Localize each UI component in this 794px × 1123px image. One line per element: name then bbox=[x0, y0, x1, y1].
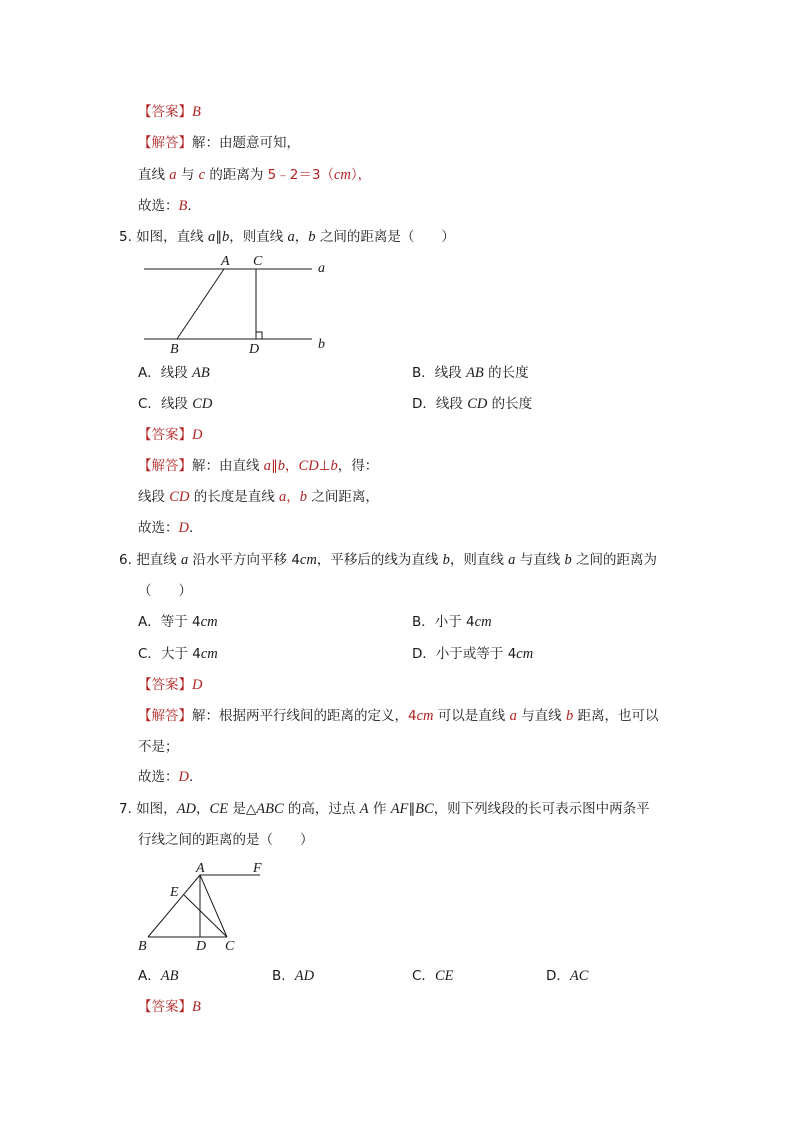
unit: cm bbox=[200, 646, 218, 662]
var: a bbox=[207, 229, 216, 245]
text: 解：由直线 bbox=[192, 458, 264, 474]
q6-option-d[interactable] bbox=[412, 645, 533, 663]
explain-tag: 【解答】 bbox=[138, 708, 192, 724]
expression: 5﹣2＝3（ bbox=[267, 167, 334, 183]
text: ，平移后的线为直线 bbox=[316, 552, 443, 568]
text: 小于 4 bbox=[434, 614, 475, 630]
var: b bbox=[564, 552, 572, 568]
label-C: C bbox=[225, 939, 235, 954]
text: 可以是直线 bbox=[433, 708, 510, 724]
segment: AD bbox=[176, 801, 197, 817]
text: 与直线 bbox=[516, 708, 566, 724]
answer-tag: 【答案】 bbox=[138, 999, 192, 1015]
text: 的高，过点 bbox=[283, 801, 360, 817]
text: ，则下列线段的长可表示图中两条平 bbox=[433, 801, 650, 817]
q7-option-a[interactable] bbox=[138, 967, 178, 985]
segment: AB bbox=[192, 365, 210, 381]
text: 是△ bbox=[228, 801, 257, 817]
prev-conclusion bbox=[138, 197, 192, 215]
segment: CD bbox=[192, 396, 213, 412]
q5-conclusion bbox=[138, 519, 193, 537]
segment: BC bbox=[415, 801, 434, 817]
label-D: D bbox=[249, 342, 260, 357]
option-letter: C． bbox=[412, 968, 435, 984]
label-C: C bbox=[253, 254, 263, 269]
text: 故选： bbox=[138, 520, 179, 536]
segment: AB bbox=[466, 365, 484, 381]
var: a bbox=[509, 708, 517, 724]
answer-value: B bbox=[192, 999, 201, 1015]
label-D: D bbox=[196, 939, 207, 954]
q5-figure bbox=[138, 252, 338, 358]
q7-stem bbox=[119, 800, 650, 818]
answer-value: D bbox=[192, 427, 203, 443]
option-letter: A． bbox=[138, 614, 161, 630]
segment: AD bbox=[294, 968, 315, 984]
text: . bbox=[188, 520, 194, 536]
label-A: A bbox=[221, 254, 230, 269]
text: 如图，直线 bbox=[136, 229, 208, 245]
q7-answer-line bbox=[138, 998, 201, 1016]
text: ， bbox=[285, 458, 299, 474]
segment: CE bbox=[209, 801, 229, 817]
text: ， bbox=[286, 489, 300, 505]
var: a bbox=[180, 552, 189, 568]
var: b bbox=[277, 458, 286, 474]
text: 之间距离， bbox=[307, 489, 379, 505]
option-letter: D． bbox=[412, 396, 436, 412]
point: A bbox=[359, 801, 369, 817]
unit: cm bbox=[474, 614, 492, 630]
q7-stem-2: 行线之间的距离的是（ ） bbox=[138, 832, 314, 848]
triangle: ABC bbox=[256, 801, 284, 817]
answer-value: B bbox=[192, 104, 201, 120]
unit: cm bbox=[333, 167, 351, 183]
answer-tag: 【答案】 bbox=[138, 427, 192, 443]
text: ，则直线 bbox=[229, 229, 288, 245]
segment: AC bbox=[569, 968, 589, 984]
segment: CD bbox=[467, 396, 488, 412]
unit: cm bbox=[200, 614, 218, 630]
text: 等于 4 bbox=[160, 614, 201, 630]
text: 距离，也可以 bbox=[573, 708, 659, 724]
q6-option-b[interactable] bbox=[412, 613, 492, 631]
label-F: F bbox=[253, 861, 262, 876]
var: b bbox=[565, 708, 574, 724]
text: 故选： bbox=[138, 769, 179, 785]
q6-option-a[interactable] bbox=[138, 613, 218, 631]
text: 解：根据两平行线间的距离的定义， bbox=[192, 708, 408, 724]
parallel-symbol: ∥ bbox=[215, 229, 222, 245]
parallel-symbol: ∥ bbox=[271, 458, 278, 474]
var-a: a bbox=[169, 167, 177, 183]
answer-value: D bbox=[192, 677, 203, 693]
segment: CD bbox=[298, 458, 319, 474]
prev-explain-line-2 bbox=[138, 166, 371, 184]
q7-option-d[interactable] bbox=[546, 967, 588, 985]
label-E: E bbox=[170, 885, 179, 900]
prev-answer-line bbox=[138, 103, 201, 121]
choice: D bbox=[178, 769, 189, 785]
explain-text: 解：由题意可知， bbox=[192, 135, 300, 151]
text: 与直线 bbox=[515, 552, 565, 568]
number: 4 bbox=[408, 708, 417, 724]
text: 如图， bbox=[136, 801, 177, 817]
answer-tag: 【答案】 bbox=[138, 677, 192, 693]
q7-figure bbox=[134, 858, 274, 954]
question-number: 5. bbox=[119, 229, 132, 245]
text: 的长度 bbox=[487, 396, 533, 412]
var: b bbox=[330, 458, 338, 474]
text: 的距离为 bbox=[205, 167, 268, 183]
unit: cm bbox=[516, 646, 534, 662]
option-letter: D． bbox=[412, 646, 436, 662]
q6-answer-line bbox=[138, 676, 202, 694]
text: 大于 4 bbox=[160, 646, 201, 662]
segment: AB bbox=[160, 968, 179, 984]
var: a bbox=[508, 552, 516, 568]
option-letter: A． bbox=[138, 968, 161, 984]
q5-option-a[interactable] bbox=[138, 364, 210, 382]
answer-tag: 【答案】 bbox=[138, 104, 192, 120]
unit: cm bbox=[416, 708, 434, 724]
option-letter: B． bbox=[412, 365, 435, 381]
segment: CD bbox=[169, 489, 190, 505]
text: 之间的距离为 bbox=[571, 552, 658, 568]
text: 线段 bbox=[160, 365, 193, 381]
label-b: b bbox=[318, 337, 325, 352]
text: 把直线 bbox=[136, 552, 181, 568]
q5-explain-line bbox=[138, 457, 378, 475]
text: 作 bbox=[368, 801, 391, 817]
var: a bbox=[279, 489, 287, 505]
q5-explain-line-2 bbox=[138, 488, 379, 506]
var: b bbox=[308, 229, 316, 245]
text: 小于或等于 4 bbox=[435, 646, 517, 662]
text: 线段 bbox=[435, 396, 468, 412]
text: 直线 bbox=[138, 167, 170, 183]
option-letter: C． bbox=[138, 396, 161, 412]
question-number: 6. bbox=[119, 552, 132, 568]
option-letter: B． bbox=[412, 614, 435, 630]
text: . bbox=[188, 769, 194, 785]
label-B: B bbox=[138, 939, 147, 954]
text: ， bbox=[294, 229, 309, 245]
q5-option-d[interactable] bbox=[412, 395, 532, 413]
var-c: c bbox=[198, 167, 206, 183]
option-letter: D． bbox=[546, 968, 570, 984]
option-letter: C． bbox=[138, 646, 161, 662]
unit: cm bbox=[299, 552, 317, 568]
q5-answer-line bbox=[138, 426, 202, 444]
q6-stem bbox=[119, 551, 657, 569]
q6-explain-line bbox=[138, 707, 659, 725]
text: 线段 bbox=[434, 365, 467, 381]
q7-option-b[interactable] bbox=[272, 967, 314, 985]
segment-ab bbox=[177, 269, 224, 339]
text: 故选： bbox=[138, 198, 179, 214]
text: 与 bbox=[176, 167, 199, 183]
q6-option-c[interactable] bbox=[138, 645, 218, 663]
option-letter: A． bbox=[138, 365, 161, 381]
text: ， bbox=[196, 801, 210, 817]
parallel-symbol: ∥ bbox=[408, 801, 416, 817]
var: a bbox=[263, 458, 272, 474]
prev-explain-line bbox=[138, 134, 300, 152]
question-number: 7. bbox=[119, 801, 132, 817]
text: 的长度 bbox=[483, 365, 529, 381]
q6-conclusion bbox=[138, 768, 193, 786]
text: 的长度是直线 bbox=[189, 489, 280, 505]
q6-stem-2: （ ） bbox=[138, 583, 192, 599]
text: 之间的距离是（ ） bbox=[315, 229, 455, 245]
var: b bbox=[442, 552, 450, 568]
q5-stem bbox=[119, 228, 455, 246]
explain-tag: 【解答】 bbox=[138, 458, 192, 474]
text: ，则直线 bbox=[449, 552, 509, 568]
q6-explain-line-2: 不是； bbox=[138, 739, 179, 755]
label-B: B bbox=[170, 342, 179, 357]
text: ，得： bbox=[337, 458, 379, 474]
q5-option-b[interactable] bbox=[412, 364, 529, 382]
var: a bbox=[287, 229, 295, 245]
text: 线段 bbox=[160, 396, 193, 412]
q7-option-c[interactable] bbox=[412, 967, 453, 985]
segment-ce bbox=[184, 895, 227, 937]
var: b bbox=[221, 229, 230, 245]
explain-tag: 【解答】 bbox=[138, 135, 192, 151]
text: ）， bbox=[350, 167, 372, 183]
choice: D bbox=[178, 520, 189, 536]
segment: AF bbox=[390, 801, 409, 817]
label-a: a bbox=[318, 261, 325, 276]
text: 线段 bbox=[138, 489, 170, 505]
option-letter: B． bbox=[272, 968, 295, 984]
var: b bbox=[299, 489, 308, 505]
choice: B bbox=[178, 198, 188, 214]
perpendicular-symbol: ⊥ bbox=[318, 458, 331, 474]
segment-ac bbox=[200, 875, 227, 937]
q5-option-c[interactable] bbox=[138, 395, 212, 413]
right-angle-mark bbox=[256, 332, 262, 339]
text: 沿水平方向平移 4 bbox=[188, 552, 300, 568]
text: . bbox=[187, 198, 192, 214]
segment: CE bbox=[434, 968, 454, 984]
label-A: A bbox=[196, 861, 205, 876]
